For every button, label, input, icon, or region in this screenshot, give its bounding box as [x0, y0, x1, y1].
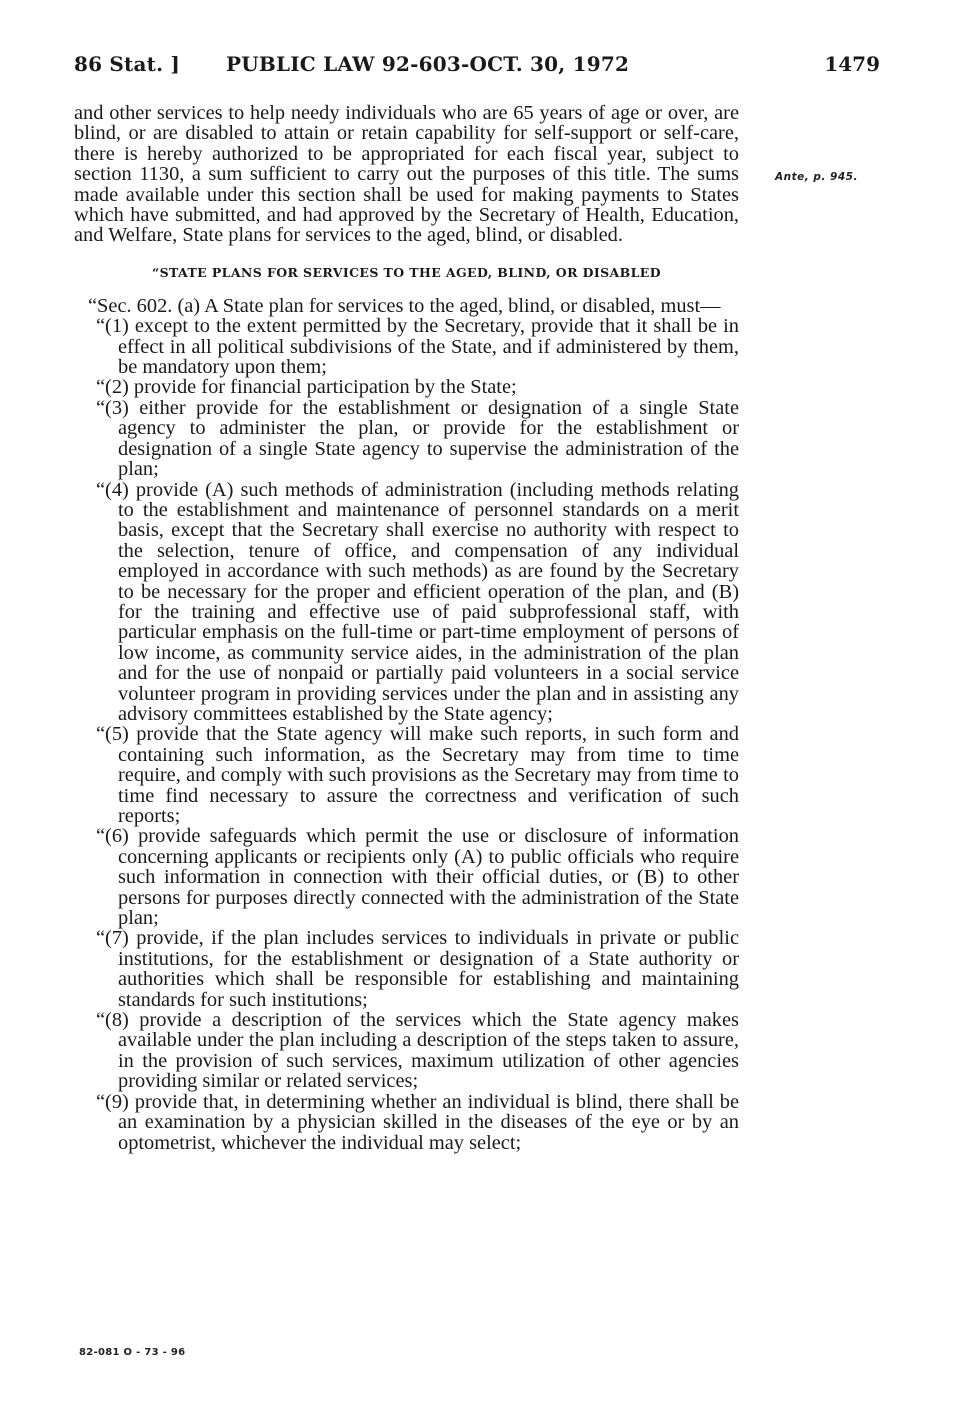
intro-paragraph: and other services to help needy individuals who are 65 years of age or over, are blind, or are disabled to attain or retain capability for self-support or self-care, there is hereby authorized to be appropriated for each fiscal year, subject to section 1130, a sum sufficient to carry out the purposes of this title. The sums made available under this section shall be used for making payments to States which have submitted, and had approved by the Secretary of Health, Education, and Welfare, State plans for services to the aged, blind, or disabled. — [74, 102, 739, 247]
clause-8: “(8) provide a description of the services which the State agency makes available under the plan including a description of the steps taken to assure, in the provision of such services, maximum utilization of other agencies providing similar or related services; — [96, 1009, 739, 1093]
body-text — [74, 103, 739, 1153]
page-number: 1479 — [824, 52, 880, 76]
clause-7: “(7) provide, if the plan includes services to individuals in private or public institutions, for the establishment or designation of a State authority or authorities which shall be responsible for establishing and maintaining standards for such institutions; — [96, 927, 739, 1011]
section-heading: “STATE PLANS FOR SERVICES TO THE AGED, BLIND, OR DISABLED — [152, 264, 661, 280]
law-title: PUBLIC LAW 92-603-OCT. 30, 1972 — [226, 52, 630, 76]
volume-reference: 86 Stat. ] — [74, 52, 181, 76]
clause-3: “(3) either provide for the establishment or designation of a single State agency to administer the plan, or provide for the establishment or designation of a single State agency to supervise the administration of the plan; — [96, 396, 739, 481]
clause-9: “(9) provide that, in determining whether an individual is blind, there shall be an examination by a physician skilled in the diseases of the eye or by an optometrist, whichever the individual may select; — [96, 1090, 739, 1154]
running-header — [74, 52, 880, 88]
margin-note: Ante, p. 945. — [775, 171, 858, 183]
clause-4: “(4) provide (A) such methods of administration (including methods relating to the establishment and maintenance of personnel standards on a merit basis, except that the Secretary shall exercise no authority with respect to the selection, tenure of office, and compensation of any individual employed in accordance with such methods) as are found by the Secretary to be necessary for the proper and efficient operation of the plan, and (B) for the training and effective use of paid subprofessional staff, with particular emphasis on the full-time or part-time employment of persons of low income, as community service aides, in the administration of the plan and for the use of nonpaid or partially paid volunteers in a social service volunteer program in providing services under the plan and in assisting any advisory committees established by the State agency; — [96, 478, 739, 725]
clause-1: “(1) except to the extent permitted by the Secretary, provide that it shall be in effect in all political subdivisions of the State, and if administered by them, be mandatory upon them; — [96, 315, 739, 379]
clause-6: “(6) provide safeguards which permit the use or disclosure of information concerning applicants or recipients only (A) to public officials who require such information in connection with their official duties, or (B) to other persons for purposes directly connected with the administration of the State plan; — [96, 825, 739, 930]
clause-2: “(2) provide for financial participation by the State; — [96, 376, 517, 399]
print-code-footer: 82-081 O - 73 - 96 — [79, 1347, 186, 1358]
clause-5: “(5) provide that the State agency will make such reports, in such form and containing such information, as the Secretary may from time to time require, and comply with such provisions as the Secretary may from time to time find necessary to assure the correctness and verification of such reports; — [96, 723, 739, 827]
section-intro: “Sec. 602. (a) A State plan for services to the aged, blind, or disabled, must— — [88, 294, 721, 317]
